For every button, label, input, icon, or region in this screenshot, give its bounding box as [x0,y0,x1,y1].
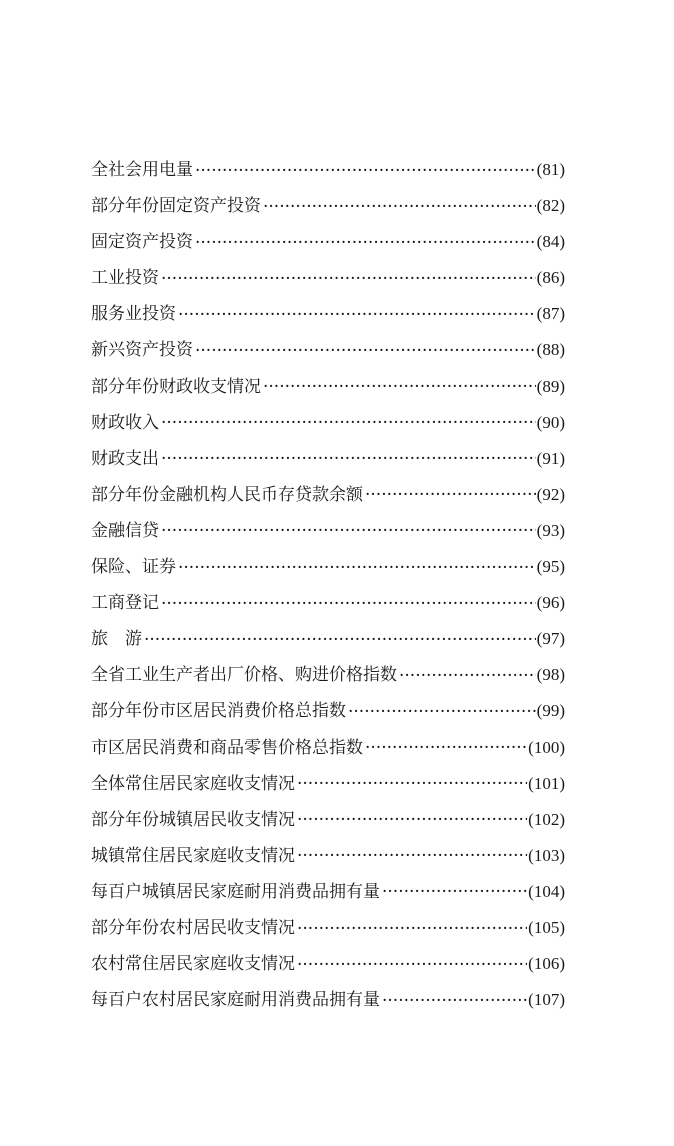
toc-entry-urban-income-years[interactable] [91,802,565,838]
toc-entry-page: (102) [528,809,565,829]
toc-entry-page: (82) [536,196,565,216]
toc-entry-industrial-investment[interactable] [91,260,565,296]
toc-entry-page: (97) [536,629,565,649]
toc-entry-title: 财政收入 [91,412,159,433]
toc-entry-page: (89) [536,376,565,396]
dot-leader [161,595,536,612]
toc-entry-title: 部分年份金融机构人民币存贷款余额 [91,484,363,505]
toc-entry-urban-durables[interactable] [91,874,565,910]
dot-leader [178,559,536,576]
dot-leader [382,992,527,1009]
toc-entry-fiscal-expenditure[interactable] [91,441,565,477]
dot-leader [161,270,536,287]
toc-entry-page: (103) [528,845,565,865]
toc-entry-page: (93) [536,520,565,540]
toc-entry-title: 工商登记 [91,593,159,614]
toc-entry-page: (104) [528,881,565,901]
toc-entry-rural-household-income[interactable] [91,946,565,982]
dot-leader [178,306,536,323]
toc-entry-cpi-retail[interactable] [91,730,565,766]
toc-entry-title: 旅 游 [91,629,142,650]
toc-entry-page: (91) [536,448,565,468]
toc-entry-title: 全体常住居民家庭收支情况 [91,773,295,794]
toc-entry-urban-household-income[interactable] [91,838,565,874]
toc-entry-rural-income-years[interactable] [91,910,565,946]
dot-leader [263,378,536,395]
dot-leader [195,234,536,251]
toc-entry-title: 城镇常住居民家庭收支情况 [91,845,295,866]
toc-entry-page: (99) [536,701,565,721]
toc-entry-page: (101) [528,773,565,793]
toc-entry-producer-price-index[interactable] [91,657,565,693]
toc-entry-title: 保险、证券 [91,557,176,578]
toc-entry-page: (95) [536,557,565,577]
toc-entry-title: 全社会用电量 [91,160,193,180]
dot-leader [297,775,527,792]
toc-entry-page: (90) [536,412,565,432]
toc-entry-page: (107) [528,990,565,1010]
toc-entry-title: 部分年份城镇居民收支情况 [91,809,295,830]
toc-entry-page: (100) [528,737,565,757]
toc-entry-title: 每百户城镇居民家庭耐用消费品拥有量 [91,881,380,902]
toc-entry-deposit-loan-years[interactable] [91,477,565,513]
toc-entry-title: 全省工业生产者出厂价格、购进价格指数 [91,665,397,686]
toc-entry-title: 部分年份市区居民消费价格总指数 [91,701,346,722]
toc-entry-emerging-investment[interactable] [91,332,565,368]
toc-entry-title: 农村常住居民家庭收支情况 [91,954,295,975]
dot-leader [399,667,536,684]
toc-entry-all-household-income[interactable] [91,766,565,802]
toc-entry-page: (88) [536,340,565,360]
dot-leader [297,811,527,828]
toc-entry-page: (81) [536,160,565,179]
toc-entry-service-investment[interactable] [91,296,565,332]
toc-entry-title: 部分年份固定资产投资 [91,196,261,217]
toc-entry-fiscal-revenue[interactable] [91,405,565,441]
toc-entry-page: (96) [536,593,565,613]
toc-entry-title: 财政支出 [91,448,159,469]
toc-entry-page: (86) [536,268,565,288]
dot-leader [297,956,527,973]
dot-leader [161,414,536,431]
toc-entry-fiscal-years[interactable] [91,369,565,405]
toc-entry-title: 部分年份财政收支情况 [91,376,261,397]
toc-entry-page: (84) [536,232,565,252]
toc-entry-page: (87) [536,304,565,324]
toc-entry-financial-credit[interactable] [91,513,565,549]
dot-leader [348,703,536,720]
toc-entry-fixed-asset[interactable] [91,224,565,260]
dot-leader [144,631,536,648]
dot-leader [297,920,527,937]
toc-entry-title: 新兴资产投资 [91,340,193,361]
table-of-contents [91,152,565,1018]
toc-entry-title: 每百户农村居民家庭耐用消费品拥有量 [91,990,380,1011]
toc-entry-cpi-years[interactable] [91,693,565,729]
toc-entry-title: 工业投资 [91,268,159,289]
toc-entry-page: (98) [536,665,565,685]
dot-leader [161,522,536,539]
dot-leader [195,342,536,359]
dot-leader [382,883,527,900]
dot-leader [161,450,536,467]
dot-leader [263,198,536,215]
toc-entry-title: 服务业投资 [91,304,176,325]
toc-entry-tourism[interactable] [91,621,565,657]
toc-entry-electricity[interactable] [91,152,565,188]
toc-entry-rural-durables[interactable] [91,982,565,1018]
toc-entry-page: (105) [528,917,565,937]
toc-entry-page: (106) [528,954,565,974]
toc-entry-title: 金融信贷 [91,520,159,541]
toc-entry-title: 固定资产投资 [91,232,193,253]
dot-leader [195,162,536,179]
toc-entry-page: (92) [536,484,565,504]
dot-leader [297,847,527,864]
toc-entry-title: 市区居民消费和商品零售价格总指数 [91,737,363,758]
dot-leader [365,486,536,503]
toc-entry-fixed-asset-years[interactable] [91,188,565,224]
dot-leader [365,739,527,756]
toc-entry-title: 部分年份农村居民收支情况 [91,917,295,938]
toc-entry-business-registration[interactable] [91,585,565,621]
toc-entry-insurance-securities[interactable] [91,549,565,585]
